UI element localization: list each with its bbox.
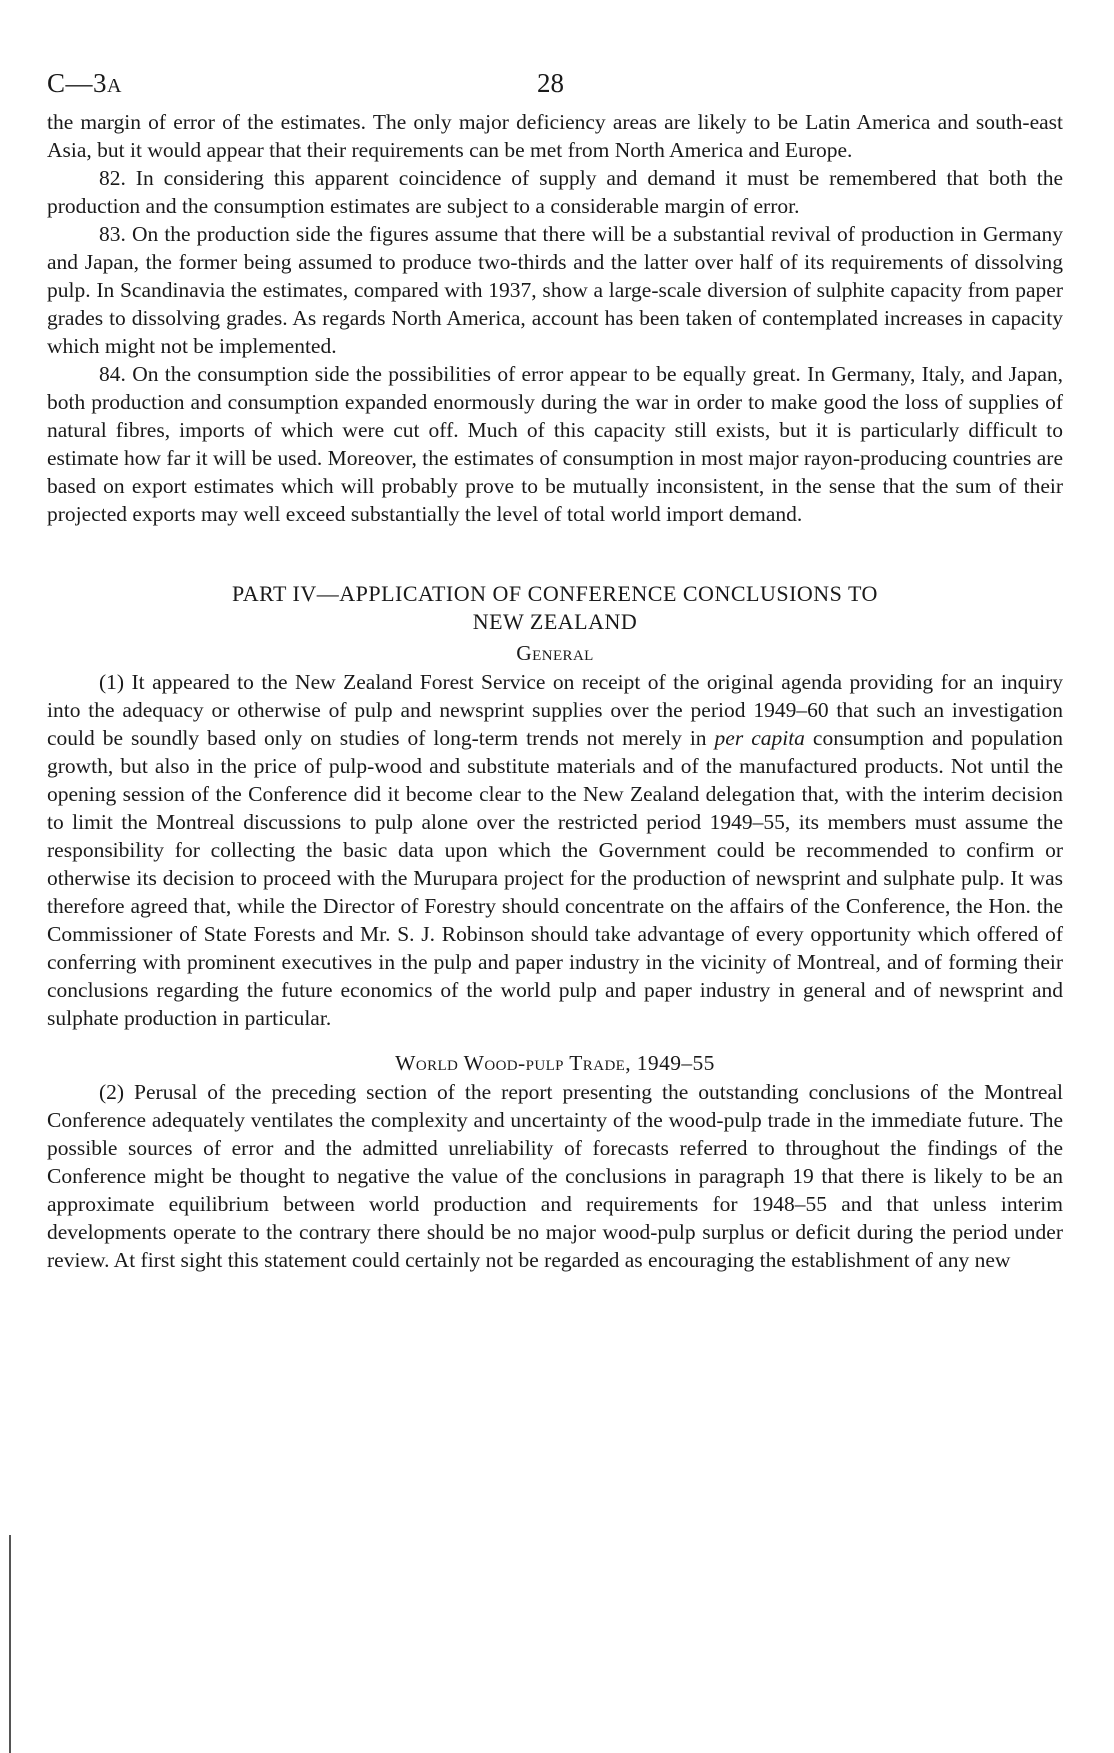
margin-rule <box>9 1535 11 1753</box>
part-title-line-2: NEW ZEALAND <box>472 609 638 634</box>
paragraph-84: 84. On the consumption side the possibilities of error appear to be equally great. In Germany, Italy, and Japan, both production and consumption expanded enormously during the war in order to make good the loss of supplies of natural fibres, imports of which were cut off. Much of this capacity still exists, but it is particularly difficult to estimate how far it will be used. Moreover, the estimates of consumption in most major rayon-producing countries are based on export estimates which will probably prove to be mutually inconsistent, in the sense that the sum of their projected exports may well exceed substantially the level of total world import demand. <box>47 362 1063 526</box>
paragraph-1: (1) It appeared to the New Zealand Forest Service on receipt of the original agenda providing for an inquiry into the adequacy or otherwise of pulp and newsprint supplies over the period 1949–60 that such an investigation could be soundly based only on studies of long-term trends not merely in per capita consumption and population growth, but also in the price of pulp-wood and substitute materials and of the manufactured products. Not until the opening session of the Conference did it become clear to the New Zealand delegation that, with the interim decision to limit the Montreal discussions to pulp alone over the restricted period 1949–55, its members must assume the responsibility for collecting the basic data upon which the Government could be recommended to confirm or otherwise its decision to proceed with the Murupara project for the production of newsprint and sulphate pulp. It was therefore agreed that, while the Director of Forestry should concentrate on the affairs of the Conference, the Hon. the Commissioner of State Forests and Mr. S. J. Robinson should take advantage of every opportunity which offered of conferring with prominent executives in the pulp and paper industry in the vicinity of Montreal, and of forming their conclusions regarding the future economics of the world pulp and paper industry in general and of newsprint and sulphate production in particular. <box>47 670 1063 1030</box>
paragraph-82: 82. In considering this apparent coincidence of supply and demand it must be remembered that both the production and the consumption estimates are subject to a considerable margin of error. <box>47 166 1063 218</box>
part-title <box>47 580 1063 636</box>
document-page <box>47 60 1063 1274</box>
section-heading-world-wood-pulp-trade: World Wood-pulp Trade, 1949–55 <box>395 1051 715 1075</box>
part-title-line-1: PART IV—APPLICATION OF CONFERENCE CONCLUSIONS TO <box>232 581 878 606</box>
italic-term: per capita <box>714 726 805 750</box>
paragraph-83: 83. On the production side the figures assume that there will be a substantial revival of production in Germany and Japan, the former being assumed to produce two-thirds and the latter over half of its requirements of dissolving pulp. In Scandinavia the estimates, compared with 1937, show a large-scale diversion of sulphite capacity from paper grades to dissolving grades. As regards North America, account has been taken of contemplated increases in capacity which might not be implemented. <box>47 222 1063 358</box>
page-header <box>47 60 1063 108</box>
section-heading-general: General <box>516 641 594 665</box>
paragraph-continuation: the margin of error of the estimates. The only major deficiency areas are likely to be Latin America and south-east Asia, but it would appear that their requirements can be met from North America and Europe. <box>47 110 1063 162</box>
paragraph-2: (2) Perusal of the preceding section of the report presenting the outstanding conclusions of the Montreal Conference adequately ventilates the complexity and uncertainty of the wood-pulp trade in the immediate future. The possible sources of error and the admitted unreliability of forecasts referred to throughout the findings of the Conference might be thought to negative the value of the conclusions in paragraph 19 that there is likely to be an approximate equilibrium between world production and requirements for 1948–55 and that unless interim developments operate to the contrary there should be no major wood-pulp surplus or deficit during the period under review. At first sight this statement could certainly not be regarded as encouraging the establishment of any new <box>47 1080 1063 1272</box>
document-code-suffix: A <box>107 75 122 97</box>
page-number: 28 <box>537 68 564 98</box>
document-code: C—3A <box>47 68 122 98</box>
